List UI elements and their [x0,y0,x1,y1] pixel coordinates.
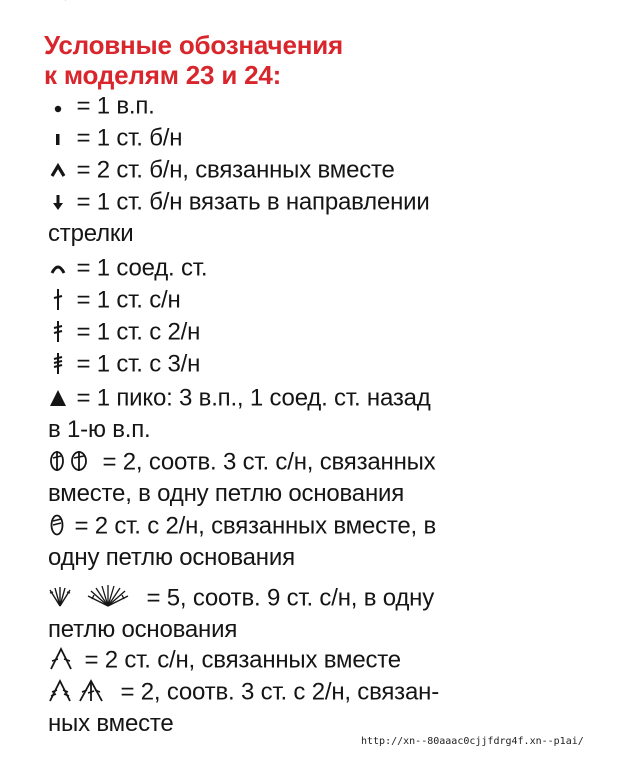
legend-item-two-sc-together [48,154,395,186]
legend-item-triple-treble [48,348,200,380]
treble-puff-icon [48,509,68,541]
legend-item-text: = 5, соотв. 9 ст. с/н, в одну [146,584,434,612]
slip-stitch-arc-icon [48,251,70,283]
legend-item-chain [48,90,155,122]
legend-item-text: = 1 ст. б/н [76,124,183,152]
legend-title-line-2: к моделям 23 и 24: [44,60,282,90]
legend-item-puff-stitch [48,446,435,478]
two-sc-together-icon [48,153,70,185]
legend-item-arrow-direction [48,186,430,218]
legend-item-treble-puff [48,510,436,542]
legend-item-picot [48,382,431,414]
legend-item-text: = 2 ст. с 2/н, связанных вместе, в [74,512,437,540]
legend-item-double-crochet [48,284,181,316]
dc-decrease-icon [48,643,78,675]
arrow-down-icon [48,185,70,217]
legend-item-continuation: петлю основания [48,616,238,643]
shell-fan-icons [48,581,140,613]
legend-item-text: = 1 ст. с/н [76,286,181,314]
legend-title [44,30,343,90]
treble-crochet-icon [48,315,70,347]
legend-item-slip-stitch [48,252,207,284]
legend-title-line-1: Условные обозначения [44,30,343,60]
legend-item-continuation: ных вместе [48,710,174,737]
legend-item-text: = 2 ст. с/н, связанных вместе [84,646,401,674]
single-crochet-bar-icon [48,121,70,153]
legend-item-shell [48,582,434,614]
source-url: http://xn--80aaac0cjjfdrg4f.xn--p1ai/ [361,736,584,747]
top-crop-mark [40,0,80,4]
legend-item-continuation: вместе, в одну петлю основания [48,480,405,507]
legend-item-continuation: одну петлю основания [48,544,295,571]
legend-item-text: = 2, соотв. 3 ст. с 2/н, связан- [120,678,439,706]
chain-dot-icon [48,89,70,121]
picot-triangle-icon [48,381,70,413]
legend-item-text: = 1 пико: 3 в.п., 1 соед. ст. назад [76,384,431,412]
legend-item-text: = 1 соед. ст. [76,254,208,282]
puff-stitches-icon [48,445,96,477]
legend-item-tr-decrease [48,676,439,708]
double-crochet-icon [48,283,70,315]
legend-item-text: = 1 в.п. [76,92,155,120]
legend-item-treble [48,316,200,348]
tr-decrease-icons [48,675,114,707]
legend-item-text: = 2, соотв. 3 ст. с/н, связанных [102,448,436,476]
legend-item-text: = 1 ст. с 3/н [76,350,201,378]
legend-item-text: = 2 ст. б/н, связанных вместе [76,156,395,184]
legend-item-text: = 1 ст. б/н вязать в направлении [76,188,430,216]
legend-item-single-crochet [48,122,182,154]
legend-item-continuation: в 1-ю в.п. [48,416,151,443]
legend-item-dc-decrease [48,644,401,676]
legend-item-text: = 1 ст. с 2/н [76,318,201,346]
legend-item-continuation: стрелки [48,220,134,247]
triple-treble-icon [48,347,70,379]
